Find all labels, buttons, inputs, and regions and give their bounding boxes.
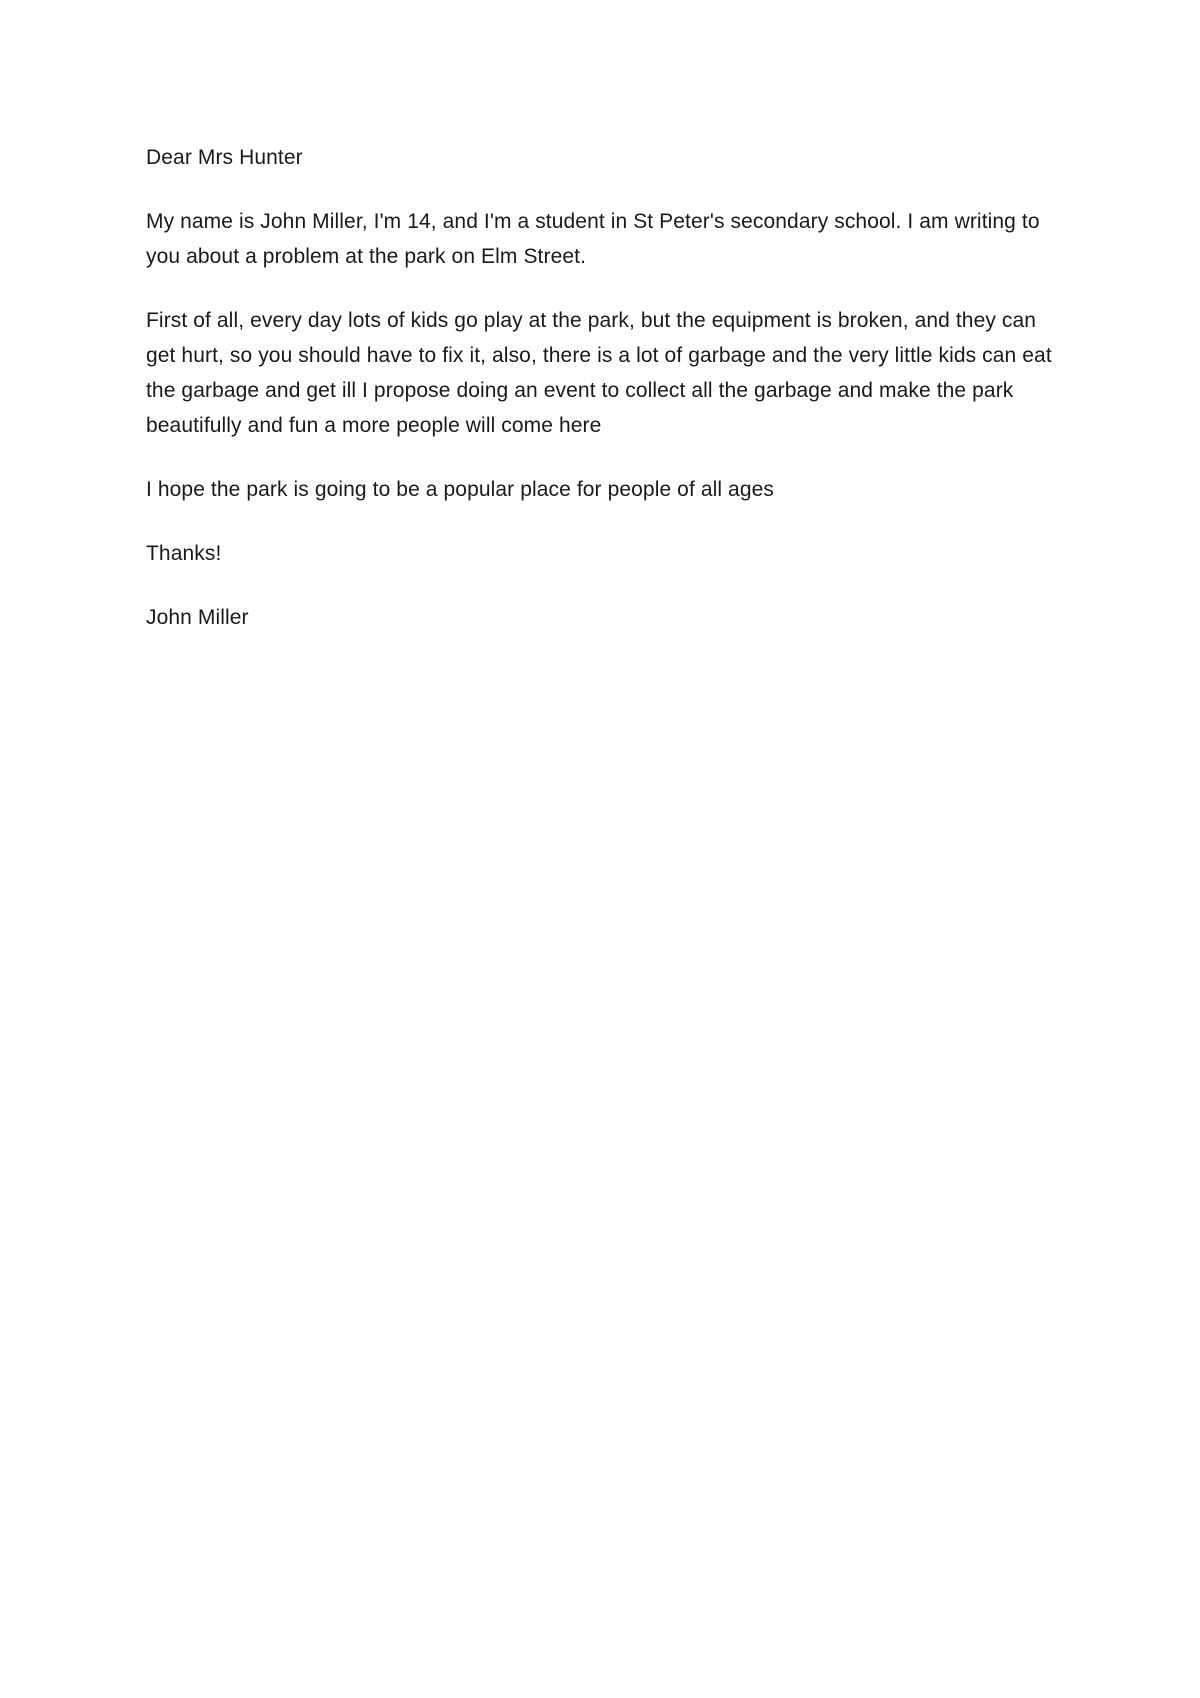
letter-paragraph-problem: First of all, every day lots of kids go play at the park, but the equipment is broken, and they can get hurt, so you should have to fix it, also, there is a lot of garbage and the very little kids can eat the garbage and get ill I propose doing an event to collect all the garbage and make the park beautifully and fun a more people will come here	[146, 309, 1052, 437]
letter-body	[146, 140, 1066, 664]
letter-greeting: Dear Mrs Hunter	[146, 146, 303, 169]
letter-paragraph-intro: My name is John Miller, I'm 14, and I'm a student in St Peter's secondary school. I am writing to you about a problem at the park on Elm Street.	[146, 210, 1040, 268]
letter-paragraph-hope: I hope the park is going to be a popular place for people of all ages	[146, 478, 774, 501]
letter-signature: John Miller	[146, 606, 249, 629]
letter-closing: Thanks!	[146, 542, 222, 565]
